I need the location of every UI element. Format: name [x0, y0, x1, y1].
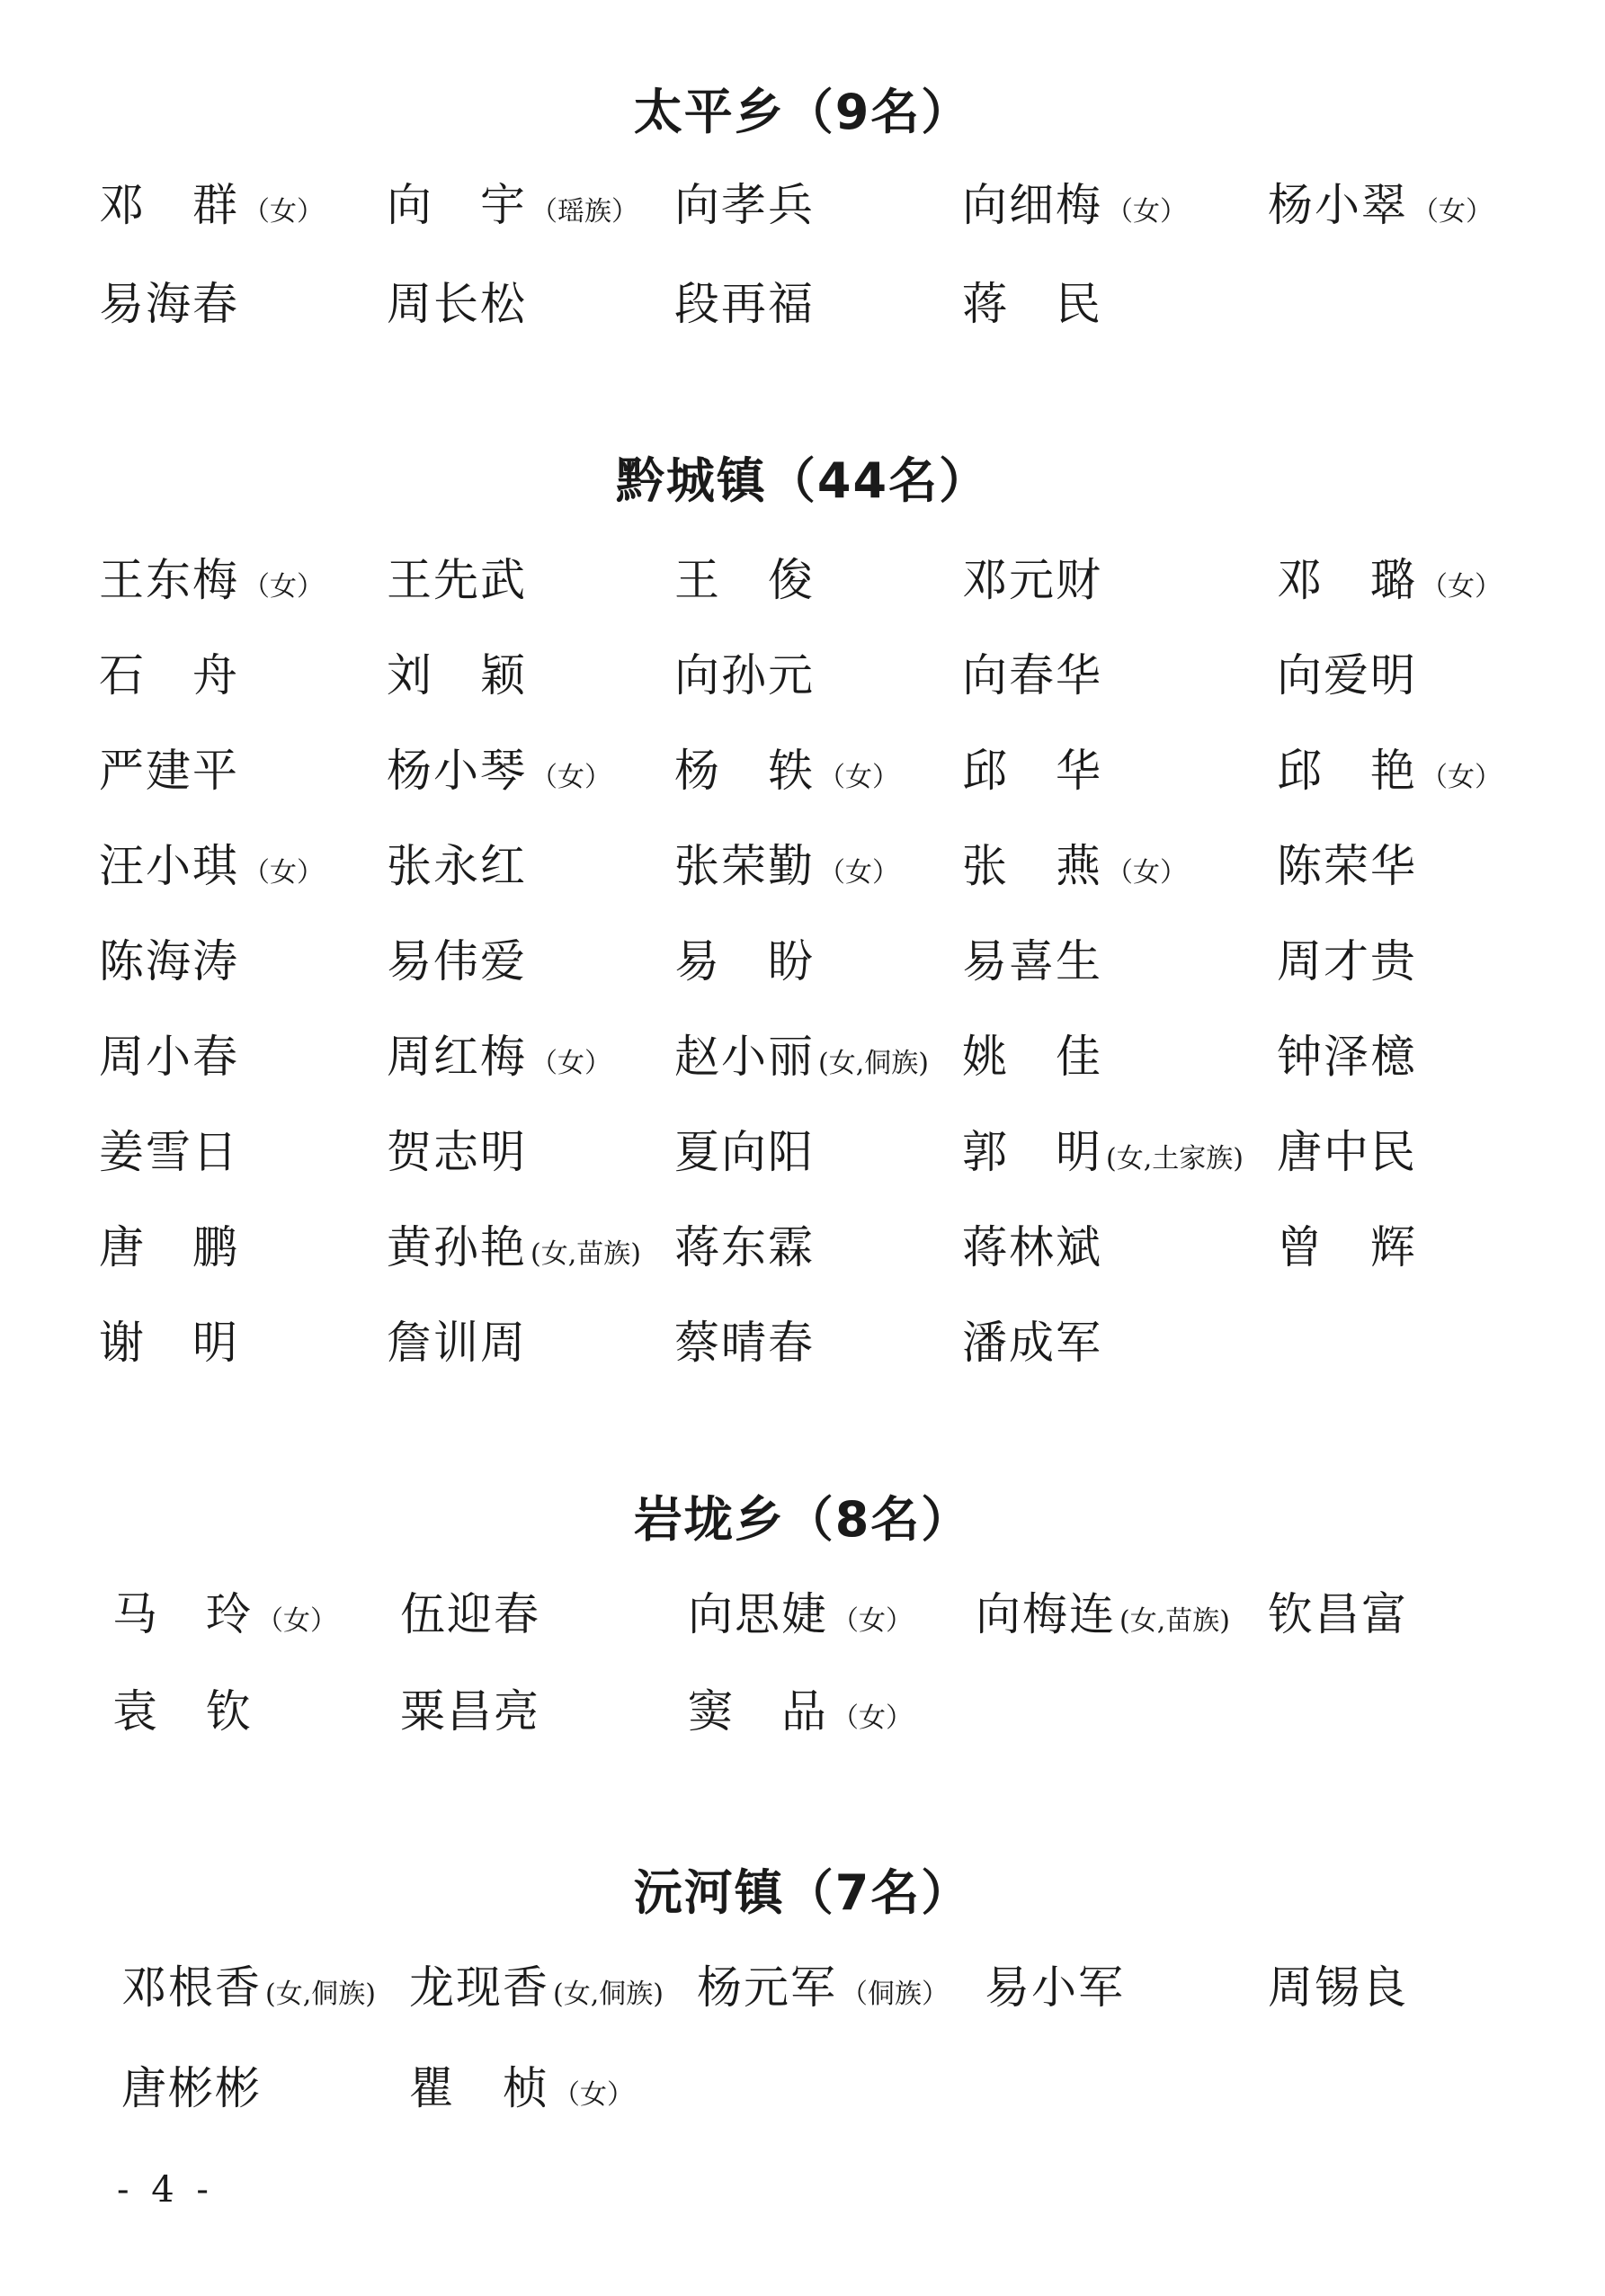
- person-name: 邱 华: [962, 745, 1102, 797]
- person-name: 易 盼: [674, 935, 815, 987]
- person-note: （女）: [832, 1702, 913, 1734]
- person-note: （女）: [818, 857, 899, 889]
- name-entry: [1268, 1578, 1412, 1650]
- name-entry: [1277, 830, 1421, 902]
- name-row: [99, 2052, 1538, 2124]
- person-name: 邓 群: [99, 179, 239, 231]
- page-number: - 4 -: [117, 2169, 214, 2211]
- person-name: 杨小翠: [1268, 179, 1408, 231]
- person-name: 钦昌富: [1268, 1588, 1408, 1640]
- name-entry: [387, 169, 638, 241]
- person-name: 邓根香: [121, 1961, 262, 2014]
- name-entry: [1277, 1116, 1421, 1188]
- name-entry: [674, 1021, 929, 1093]
- name-entry: [962, 639, 1106, 711]
- person-name: 粟昌亮: [400, 1685, 540, 1738]
- person-name: 严建平: [99, 745, 239, 797]
- person-name: 陈海涛: [99, 935, 239, 987]
- person-name: 段再福: [674, 278, 815, 330]
- name-entry: [99, 830, 324, 902]
- name-entry: [99, 735, 243, 807]
- person-name: 杨小琴: [387, 745, 527, 797]
- name-entry: [1277, 1021, 1421, 1093]
- name-row: [99, 1116, 1538, 1188]
- person-name: 曾 辉: [1277, 1221, 1417, 1273]
- name-entry: [112, 1578, 337, 1650]
- person-name: 向 宇: [387, 179, 527, 231]
- name-entry: [387, 1021, 611, 1093]
- person-name: 易海春: [99, 278, 239, 330]
- name-entry: [99, 544, 324, 616]
- person-name: 周锡良: [1268, 1961, 1408, 2014]
- name-entry: [387, 544, 531, 616]
- person-note: (女,苗族): [531, 1238, 641, 1270]
- name-entry: [1268, 1952, 1412, 2024]
- person-note: （女）: [256, 1605, 337, 1637]
- name-entry: [962, 169, 1187, 241]
- name-entry: [674, 268, 818, 340]
- name-entry: [387, 735, 611, 807]
- name-entry: [674, 1116, 818, 1188]
- name-entry: [674, 1211, 818, 1283]
- name-entry: [387, 1307, 531, 1379]
- name-entry: [962, 1021, 1106, 1093]
- person-note: （女）: [531, 762, 611, 793]
- person-note: （女）: [1106, 857, 1187, 889]
- person-name: 夏向阳: [674, 1126, 815, 1178]
- name-entry: [1277, 639, 1421, 711]
- person-note: （瑶族）: [531, 196, 638, 228]
- person-name: 汪小琪: [99, 840, 239, 892]
- name-entry: [674, 639, 818, 711]
- name-entry: [976, 1578, 1230, 1650]
- person-name: 周小春: [99, 1031, 239, 1083]
- person-name: 向孝兵: [674, 179, 815, 231]
- section-heading: 沅河镇（7名）: [633, 1864, 972, 1921]
- person-name: 伍迎春: [400, 1588, 540, 1640]
- name-entry: [121, 2052, 265, 2124]
- person-note: （女）: [1421, 762, 1502, 793]
- name-entry: [387, 639, 531, 711]
- name-entry: [409, 2052, 634, 2124]
- person-name: 易小军: [985, 1961, 1125, 2014]
- person-name: 唐中民: [1277, 1126, 1417, 1178]
- name-entry: [387, 1116, 531, 1188]
- person-note: (女,侗族): [265, 1979, 376, 2010]
- section-heading: 黔城镇（44名）: [615, 452, 990, 509]
- person-name: 邓元财: [962, 554, 1102, 606]
- name-entry: [985, 1952, 1128, 2024]
- name-row: [99, 925, 1538, 997]
- person-name: 向细梅: [962, 179, 1102, 231]
- name-row: [99, 830, 1538, 902]
- person-name: 向梅连: [976, 1588, 1116, 1640]
- name-row: [99, 735, 1538, 807]
- name-row: [99, 1675, 1538, 1747]
- person-name: 瞿 桢: [409, 2062, 549, 2114]
- person-name: 黄孙艳: [387, 1221, 527, 1273]
- name-entry: [674, 1307, 818, 1379]
- person-name: 姚 佳: [962, 1031, 1102, 1083]
- person-name: 窦 品: [688, 1685, 828, 1738]
- name-entry: [99, 169, 324, 241]
- person-note: (女,土家族): [1106, 1143, 1244, 1175]
- name-entry: [1277, 925, 1421, 997]
- person-name: 潘成军: [962, 1317, 1102, 1369]
- name-entry: [674, 925, 818, 997]
- person-name: 易喜生: [962, 935, 1102, 987]
- name-entry: [387, 830, 531, 902]
- person-name: 向思婕: [688, 1588, 828, 1640]
- name-row: [99, 1211, 1538, 1283]
- person-name: 蔡晴春: [674, 1317, 815, 1369]
- person-note: （侗族）: [841, 1979, 949, 2010]
- person-name: 陈荣华: [1277, 840, 1417, 892]
- person-note: （女）: [243, 196, 324, 228]
- person-note: （女）: [243, 857, 324, 889]
- name-entry: [99, 1211, 243, 1283]
- name-entry: [112, 1675, 256, 1747]
- name-entry: [674, 544, 818, 616]
- person-name: 詹训周: [387, 1317, 527, 1369]
- person-name: 袁 钦: [112, 1685, 253, 1738]
- person-name: 唐彬彬: [121, 2062, 262, 2114]
- person-name: 周才贵: [1277, 935, 1417, 987]
- person-note: （女）: [1412, 196, 1493, 228]
- name-row: [99, 1021, 1538, 1093]
- name-entry: [121, 1952, 376, 2024]
- person-name: 刘 颖: [387, 649, 527, 701]
- person-note: （女）: [531, 1048, 611, 1079]
- person-name: 向孙元: [674, 649, 815, 701]
- person-name: 张 燕: [962, 840, 1102, 892]
- name-entry: [99, 925, 243, 997]
- name-entry: [697, 1952, 949, 2024]
- name-entry: [962, 544, 1106, 616]
- person-name: 邓 璐: [1277, 554, 1417, 606]
- name-entry: [99, 639, 243, 711]
- person-name: 贺志明: [387, 1126, 527, 1178]
- person-note: (女,苗族): [1119, 1605, 1230, 1637]
- person-note: （女）: [818, 762, 899, 793]
- person-name: 赵小丽: [674, 1031, 815, 1083]
- name-entry: [99, 268, 243, 340]
- person-note: （女）: [553, 2079, 634, 2111]
- name-entry: [99, 1116, 243, 1188]
- name-entry: [1268, 169, 1493, 241]
- person-name: 蒋 民: [962, 278, 1102, 330]
- person-name: 张永红: [387, 840, 527, 892]
- person-name: 杨 轶: [674, 745, 815, 797]
- person-name: 马 玲: [112, 1588, 253, 1640]
- person-name: 郭 明: [962, 1126, 1102, 1178]
- person-name: 姜雪日: [99, 1126, 239, 1178]
- person-name: 向爱明: [1277, 649, 1417, 701]
- name-entry: [674, 830, 899, 902]
- person-note: （女）: [243, 571, 324, 603]
- name-entry: [1277, 735, 1502, 807]
- name-entry: [387, 1211, 641, 1283]
- person-name: 钟泽檍: [1277, 1031, 1417, 1083]
- name-entry: [99, 1307, 243, 1379]
- person-name: 谢 明: [99, 1317, 239, 1369]
- person-name: 王 俊: [674, 554, 815, 606]
- person-name: 周红梅: [387, 1031, 527, 1083]
- person-note: （女）: [1106, 196, 1187, 228]
- section-heading: 太平乡（9名）: [633, 84, 972, 140]
- name-row: [99, 1952, 1538, 2024]
- name-entry: [688, 1578, 913, 1650]
- person-note: (女,侗族): [818, 1048, 929, 1079]
- person-name: 邱 艳: [1277, 745, 1417, 797]
- name-entry: [674, 169, 818, 241]
- name-row: [99, 169, 1538, 241]
- name-row: [99, 1578, 1538, 1650]
- name-entry: [962, 925, 1106, 997]
- name-entry: [400, 1578, 544, 1650]
- name-entry: [962, 1211, 1106, 1283]
- name-entry: [674, 735, 899, 807]
- person-note: （女）: [1421, 571, 1502, 603]
- name-entry: [400, 1675, 544, 1747]
- name-row: [99, 639, 1538, 711]
- person-name: 石 舟: [99, 649, 239, 701]
- name-entry: [962, 735, 1106, 807]
- person-note: （女）: [832, 1605, 913, 1637]
- person-name: 易伟爱: [387, 935, 527, 987]
- name-entry: [387, 268, 531, 340]
- name-entry: [1277, 544, 1502, 616]
- person-name: 杨元军: [697, 1961, 837, 2014]
- person-name: 王东梅: [99, 554, 239, 606]
- name-entry: [962, 830, 1187, 902]
- person-name: 张荣勤: [674, 840, 815, 892]
- name-entry: [962, 268, 1106, 340]
- name-entry: [409, 1952, 664, 2024]
- name-entry: [962, 1116, 1244, 1188]
- person-name: 龙现香: [409, 1961, 549, 2014]
- section-heading: 岩垅乡（8名）: [633, 1491, 972, 1548]
- name-entry: [387, 925, 531, 997]
- name-row: [99, 1307, 1538, 1379]
- name-entry: [99, 1021, 243, 1093]
- name-entry: [688, 1675, 913, 1747]
- person-name: 蒋东霖: [674, 1221, 815, 1273]
- name-entry: [962, 1307, 1106, 1379]
- name-row: [99, 268, 1538, 340]
- person-name: 蒋林斌: [962, 1221, 1102, 1273]
- name-entry: [1277, 1211, 1421, 1283]
- name-row: [99, 544, 1538, 616]
- person-name: 周长松: [387, 278, 527, 330]
- person-note: (女,侗族): [553, 1979, 664, 2010]
- person-name: 向春华: [962, 649, 1102, 701]
- person-name: 唐 鹏: [99, 1221, 239, 1273]
- person-name: 王先武: [387, 554, 527, 606]
